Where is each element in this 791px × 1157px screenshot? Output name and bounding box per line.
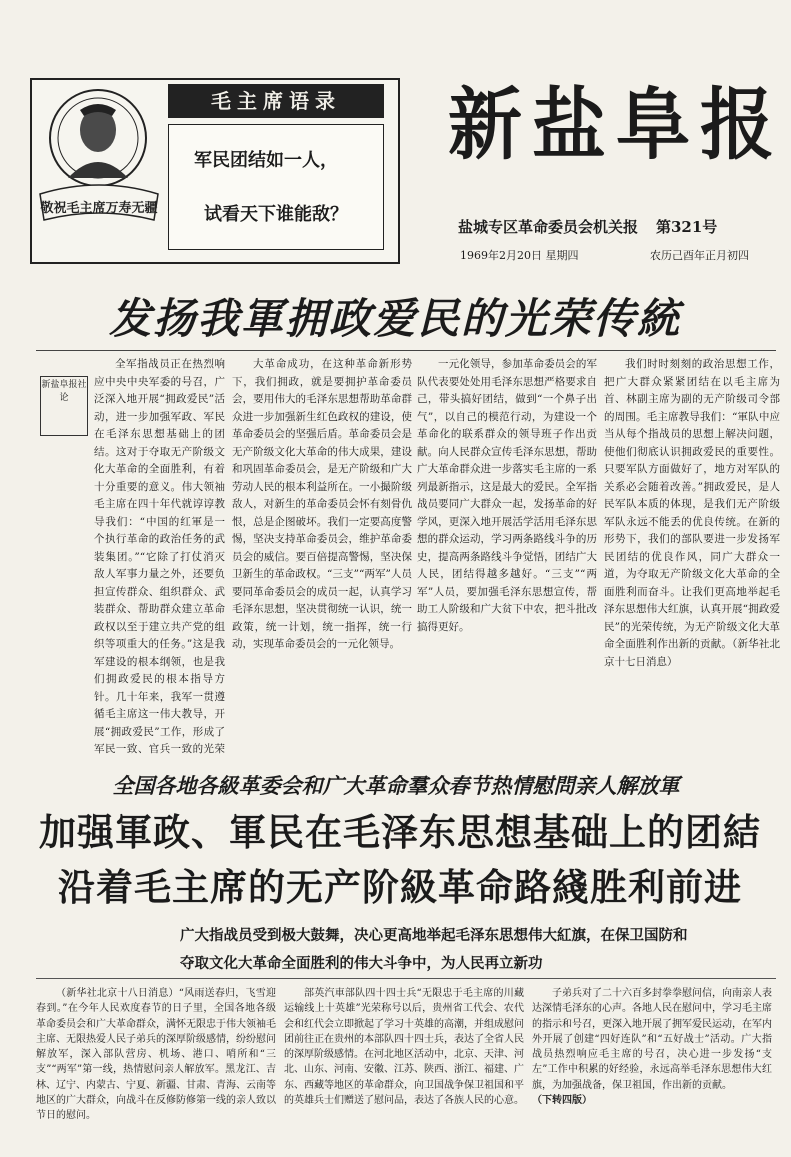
story-headline-line-2: 沿着毛主席的无产阶級革命路綫胜利前进 (58, 865, 742, 909)
editorial-column-4 (604, 356, 780, 756)
story-deck-line-2: 夺取文化大革命全面胜利的伟大斗争中，为人民再立新功 (180, 955, 543, 972)
editorial-column-1 (40, 356, 225, 756)
story-column-3 (532, 986, 772, 1146)
quotation-line-1: 军民团结如一人， (194, 150, 338, 171)
story-column-2 (284, 986, 524, 1146)
editorial-column-2-text: 大革命成功，在这种革命新形势下，我们拥政，就是要拥护革命委员会，要用伟大的毛泽东思想帮助革命群众进一步加强新生红色政权的建设，使革命委员会的坚强后盾。革命委员会是无产阶级文化大革命的伟大成果，建设和巩固革命委员会，是无产阶级和广大劳动人民的根本利益所在。一小撮阶级敌人，对新生的革命委员会怀有刻骨仇恨，总是企图破坏。我们一定要高度警惕，坚决支持革命委员会，维护革命委员会的威信。要百倍提高警惕，坚决保卫新生的革命政权。“三支”“两军”人员要同革命委员会的成员一起，认真学习毛泽东思想，坚决贯彻统一认识，统一政策，统一计划，统一指挥，统一行动，实现革命委员会的一元化领导。 (232, 358, 412, 650)
continued-note: （下转四版） (532, 1095, 592, 1107)
story-subhead: 全国各地各級革委会和广大革命羣众春节热情慰問亲人解放軍 (112, 773, 680, 798)
quotation-inner-frame (168, 124, 384, 250)
story-headline-line-1: 加强軍政、軍民在毛泽东思想基础上的团結 (39, 810, 761, 854)
story-column-2-text: 部英汽車部队四十四士兵“无限忠于毛主席的川藏运输线上十英雄”光荣称号以后，贵州省工代会、农代会和红代会立即掀起了学习十英雄的高潮，并组成慰问团前往正在贵州的本部队四十四士兵，表达了全省人民的深厚阶级感情。在河北地区活动中，北京、天津、河北、山东、河南、安徽、江苏、陕西、浙江、福建、广东、西藏等地区的革命群众，向卫国战争保卫祖国和平的英雄兵士们赠送了慰问品，表达了各族人民的心意。 (284, 988, 524, 1107)
divider-rule-lower (36, 978, 776, 979)
story-column-3-text: 子弟兵对了二十六百多封拳拳慰问信，向南亲人表达深情毛泽东的心声。各地人民在慰问中，学习毛主席的指示和号召，更深入地开展了拥军爱民运动，在军内外开展了创建“四好连队”和“五好战士”活动。广大指战员热烈响应毛主席的号召，决心进一步发扬“支左”工作中积累的好经验，永远高举毛泽东思想伟大红旗，为加强战备，保卫祖国，作出新的贡献。 (532, 988, 772, 1091)
editorial-column-2 (232, 356, 412, 756)
editorial-badge-text: 新盐阜报社论 (41, 380, 87, 403)
publisher-line: 盐城专区革命委员会机关报 (458, 218, 639, 236)
newspaper-title: 新盐阜报 (448, 79, 784, 171)
lunar-date: 农历己酉年正月初四 (650, 249, 749, 262)
editorial-column-1-text: 全军指战员正在热烈响应中央中央军委的号召，广泛深入地开展“拥政爱民”活动，进一步加强军政、军民在毛泽东思想基础上的团结。这对于夺取无产阶级文化大革命的全面胜利，有着十分重要的意义。伟大领袖毛主席在四十年代就谆谆教导我们：“中国的红軍是一个执行革命的政治任务的武装集团。”“它除了打仗消灭敌人军事力量之外，还要负担宣传群众、组织群众、武装群众、帮助群众建立革命政权以至于建立共产党的组织等项重大的任务。”这是我军建设的根本纲领，也是我们拥政爱民的根本指导方针。几十年来，我军一贯遵循毛主席这一伟大教导，开展“拥政爱民”工作，形成了军民一致、官兵一致的光荣 (94, 358, 225, 755)
publication-date: 1969年2月20日 星期四 (460, 249, 579, 262)
main-headline: 发扬我軍拥政爱民的光荣传統 (108, 294, 681, 343)
issue-number: 第321号 (656, 218, 718, 236)
story-deck-line-1: 广大指战员受到极大鼓舞，决心更高地举起毛泽东思想伟大紅旗，在保卫国防和 (180, 927, 688, 944)
story-column-1 (36, 986, 276, 1146)
quotation-line-2: 试看天下谁能敌？ (204, 204, 348, 225)
divider-rule (36, 350, 776, 351)
portrait-caption-text: 敬祝毛主席万寿无疆 (40, 201, 158, 216)
editorial-column-3-text: 一元化领导，参加革命委员会的军队代表要处处用毛泽东思想严格要求自己，带头搞好团结，做到“一个鼻子出气”，以自己的模范行动，为建设一个革命化的联系群众的领导班子作出贡献。向人民群众宣传毛泽东思想，帮助广大革命群众进一步落实毛主席的一系列最新指示，这是最大的爱民。全军指战员要同广大群众一起，发扬革命的好学风，更深入地开展活学活用毛泽东思想的群众运动，学习两条路线斗争的历史，提高两条路线斗争觉悟，团结广大人民，团结得越多越好。“三支”“两军”人员，要加强毛泽东思想宣传，帮助工人阶级和广大贫下中农，把斗批改搞得更好。 (417, 358, 597, 633)
quotation-header: 毛主席语录 (168, 84, 384, 118)
portrait-caption-banner (36, 180, 162, 244)
editorial-column-4-text: 我们时时刻刻的政治思想工作，把广大群众紧紧团结在以毛主席为首、林副主席为副的无产阶级司令部的周围。毛主席教导我们：“軍队中应当从每个指战员的思想上解决问题，使他们彻底认识拥政爱民的重要性。只要军队方面做好了，地方对军队的关系必会随着改善。”拥政爱民，是人民军队本质的体现，是我们无产阶级军队永远不能丢的优良传统。在新的形势下，我们的部队要进一步发扬军民团结的优良作风，同广大群众一道，为夺取无产阶级文化大革命的全面胜利而奋斗。让我们更高地举起毛泽东思想伟大红旗，认真开展“拥政爱民”的光荣传统，为无产阶级文化大革命全面胜利作出新的贡献。（新华社北京十七日消息） (604, 358, 780, 668)
editorial-column-3 (417, 356, 597, 756)
story-column-1-text: （新华社北京十八日消息）“风雨送春归，飞雪迎春到。”在今年人民欢度春节的日子里，全国各地各级革命委员会和广大革命群众，满怀无限忠于伟大领袖毛主席、无限热爱人民子弟兵的深厚阶级感情，纷纷慰问解放军，深入部队营房、机场、港口、哨所和“三支”“两军”第一线，热情慰问亲人解放军。黑龙江、吉林、辽宁、内蒙古、宁夏、新疆、甘肃、青海、云南等地区的广大群众，向战斗在反修防修第一线的亲人致以节日的慰问。 (36, 988, 276, 1122)
